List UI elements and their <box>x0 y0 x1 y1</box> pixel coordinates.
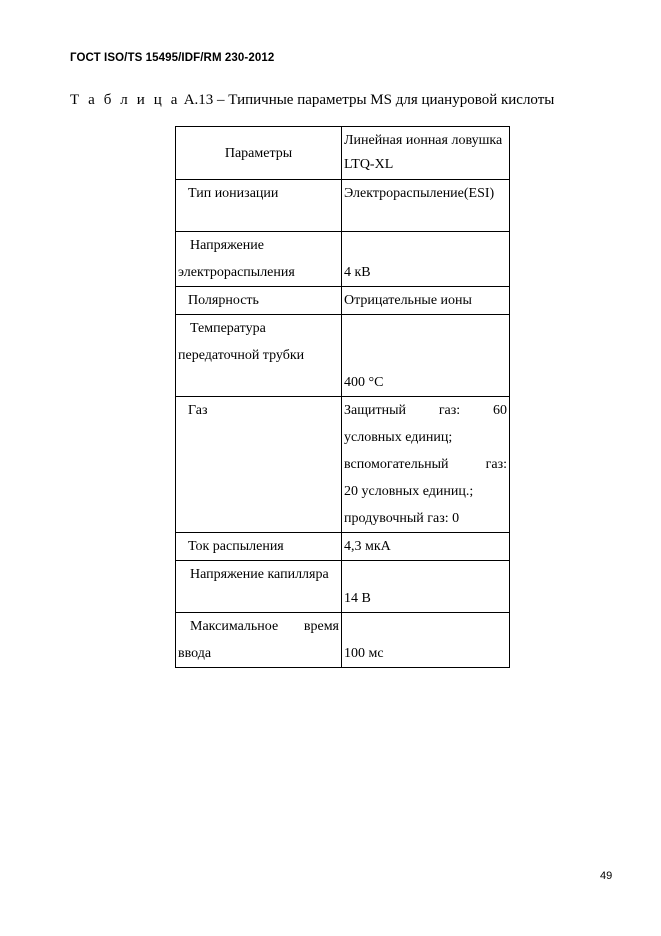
table-row <box>176 533 510 561</box>
table-header-row <box>176 127 510 180</box>
gas-value-line: условных единиц; <box>344 430 453 445</box>
parameter-cell: Тип ионизации <box>176 180 342 232</box>
value-cell: 14 В <box>342 561 510 613</box>
value-cell <box>342 397 510 533</box>
gas-value-line: Защитный газ: 60 <box>344 403 507 418</box>
header-instrument-cell: Линейная ионная ловушка LTQ-XL <box>342 127 510 180</box>
page-number: 49 <box>600 870 613 882</box>
ms-parameters-table <box>175 126 510 668</box>
value-cell: Электрораспыление(ESI) <box>342 180 510 232</box>
parameter-cell: Максимальное время ввода <box>176 613 342 668</box>
table-row <box>176 315 510 397</box>
value-cell: 4,3 мкА <box>342 533 510 561</box>
value-cell: 400 °С <box>342 315 510 397</box>
table-row <box>176 561 510 613</box>
parameter-cell: Напряжение капилляра <box>176 561 342 613</box>
table-caption <box>70 92 554 109</box>
parameter-cell: Ток распыления <box>176 533 342 561</box>
table-row <box>176 232 510 287</box>
gas-value-line: продувочный газ: 0 <box>344 511 460 526</box>
parameter-cell: Напряжение электрораспыления <box>176 232 342 287</box>
document-code: ГОСТ ISO/TS 15495/IDF/RM 230-2012 <box>70 52 275 64</box>
table-caption-label: Т а б л и ц а <box>70 92 180 108</box>
value-cell: 4 кВ <box>342 232 510 287</box>
header-parameter-cell: Параметры <box>176 127 342 180</box>
table-caption-text: А.13 – Типичные параметры MS для циануровой кислоты <box>179 92 555 108</box>
parameter-cell: Температура передаточной трубки <box>176 315 342 397</box>
table-row <box>176 613 510 668</box>
table-row <box>176 287 510 315</box>
value-cell: 100 мс <box>342 613 510 668</box>
table-row <box>176 180 510 232</box>
parameter-cell: Газ <box>176 397 342 533</box>
gas-value-line: вспомогательный газ: <box>344 457 507 472</box>
gas-value-line: 20 условных единиц.; <box>344 484 474 499</box>
table-row <box>176 397 510 533</box>
parameter-cell: Полярность <box>176 287 342 315</box>
value-cell: Отрицательные ионы <box>342 287 510 315</box>
